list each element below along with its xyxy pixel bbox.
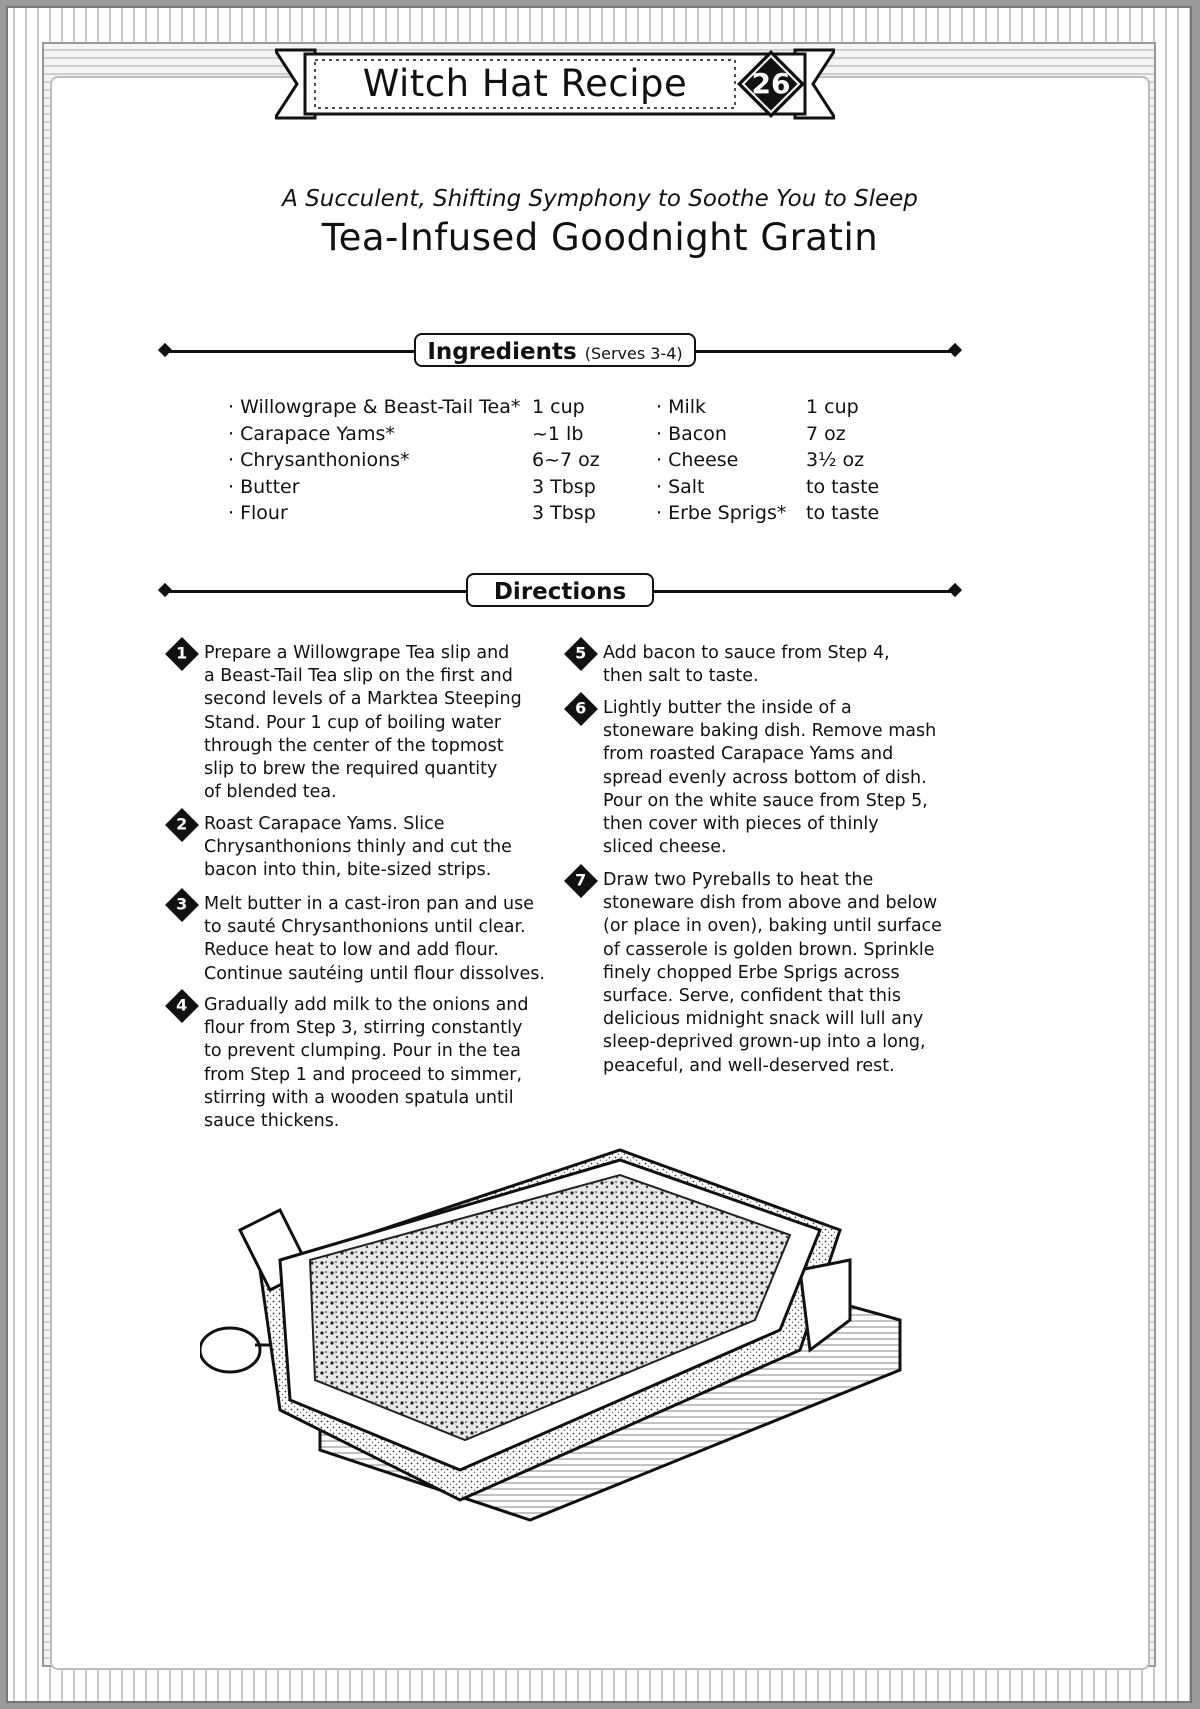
ingredient-amount: to taste <box>806 502 880 524</box>
ingredient-name: · Willowgrape & Beast-Tail Tea* <box>228 396 521 418</box>
gratin-dish-illustration <box>200 1120 920 1620</box>
ingredient-name: · Milk <box>656 396 707 418</box>
ingredients-right-amounts <box>806 394 926 527</box>
recipe-number-badge: 26 <box>751 67 791 100</box>
ingredient-name: · Butter <box>228 475 300 498</box>
step-number-badge: 4 <box>165 989 199 1023</box>
ingredient-amount: 3 Tbsp <box>532 502 596 524</box>
divider-end-diamond <box>158 583 172 597</box>
divider-end-diamond <box>158 343 172 357</box>
ingredient-amount: 1 cup <box>532 396 585 418</box>
step-text: Add bacon to sauce from Step 4, then salt to taste. <box>603 643 890 687</box>
recipe-title: Tea-Infused Goodnight Gratin <box>321 216 879 259</box>
step-text: Roast Carapace Yams. Slice Chrysanthonions thinly and cut the bacon into thin, bite-sized strips. <box>204 814 512 881</box>
ingredient-amount: 3½ oz <box>806 449 865 471</box>
step-text: Prepare a Willowgrape Tea slip and a Beast-Tail Tea slip on the first and second levels of a Marktea Steeping Stand. Pour 1 cup of boiling water through the center of the topmost slip to brew the required quantity of blended tea. <box>204 643 522 803</box>
ingredient-name: · Erbe Sprigs* <box>656 502 787 524</box>
step-text: Gradually add milk to the onions and flour from Step 3, stirring constantly to prevent clumping. Pour in the tea from Step 1 and proceed to simmer, stirring with a wooden spatula until sauce thickens. <box>204 995 529 1132</box>
directions-heading-tag <box>466 573 654 607</box>
step-number-badge: 3 <box>165 888 199 922</box>
step-text: Draw two Pyreballs to heat the stoneware dish from above and below (or place in oven), baking until surface of casserole is golden brown. Sprinkle finely chopped Erbe Sprigs across surface. Serve, confident that this delicious midnight snack will lull any sleep-deprived grown-up into a long, peaceful, and well-deserved rest. <box>603 870 942 1076</box>
step-text: Lightly butter the inside of a stoneware baking dish. Remove mash from roasted Carapace Yams and spread evenly across bottom of dish. Pour on the white sauce from Step 5, then cover with pieces of thinly sliced cheese. <box>603 698 937 858</box>
direction-step-1 <box>176 642 564 804</box>
ingredients-heading-tag <box>414 333 696 367</box>
series-title: Witch Hat Recipe <box>362 62 688 105</box>
ingredient-amount: 1 cup <box>806 396 859 418</box>
serves-note: (Serves 3-4) <box>584 344 683 363</box>
ingredient-amount: 3 Tbsp <box>532 475 596 498</box>
header-banner <box>275 40 835 128</box>
step-number-badge: 5 <box>564 637 598 671</box>
direction-step-2 <box>176 813 564 883</box>
step-number-badge: 2 <box>165 808 199 842</box>
recipe-subtitle: A Succulent, Shifting Symphony to Soothe You to Sleep <box>282 186 918 212</box>
directions-divider <box>160 571 960 611</box>
ingredient-name: · Bacon <box>656 422 727 445</box>
step-number-badge: 6 <box>564 692 598 726</box>
ingredient-name: · Salt <box>656 475 705 498</box>
step-text: Melt butter in a cast-iron pan and use to sauté Chrysanthonions until clear. Reduce heat to low and add flour. Continue sautéing until flour dissolves. <box>204 894 545 984</box>
ingredient-amount: 6~7 oz <box>532 449 600 471</box>
direction-step-4 <box>176 994 564 1133</box>
ingredient-amount: ~1 lb <box>532 422 584 445</box>
ingredient-amount: 7 oz <box>806 422 846 445</box>
ingredients-left-amounts <box>532 394 642 527</box>
step-number-badge: 1 <box>165 637 199 671</box>
ingredients-divider <box>160 331 960 371</box>
divider-end-diamond <box>948 343 962 357</box>
ingredient-name: · Carapace Yams* <box>228 422 395 445</box>
ingredient-name: · Chrysanthonions* <box>228 449 410 471</box>
direction-step-5 <box>575 642 963 688</box>
ingredient-amount: to taste <box>806 475 880 498</box>
direction-step-3 <box>176 893 564 986</box>
step-number-badge: 7 <box>564 864 598 898</box>
divider-end-diamond <box>948 583 962 597</box>
directions-heading: Directions <box>493 579 627 605</box>
direction-step-6 <box>575 697 963 859</box>
ingredient-name: · Flour <box>228 502 288 524</box>
ingredients-right-names <box>656 394 806 527</box>
ingredients-heading: Ingredients <box>427 339 577 365</box>
direction-step-7 <box>575 869 963 1078</box>
ingredient-name: · Cheese <box>656 449 739 471</box>
ingredients-left-names <box>228 394 521 527</box>
